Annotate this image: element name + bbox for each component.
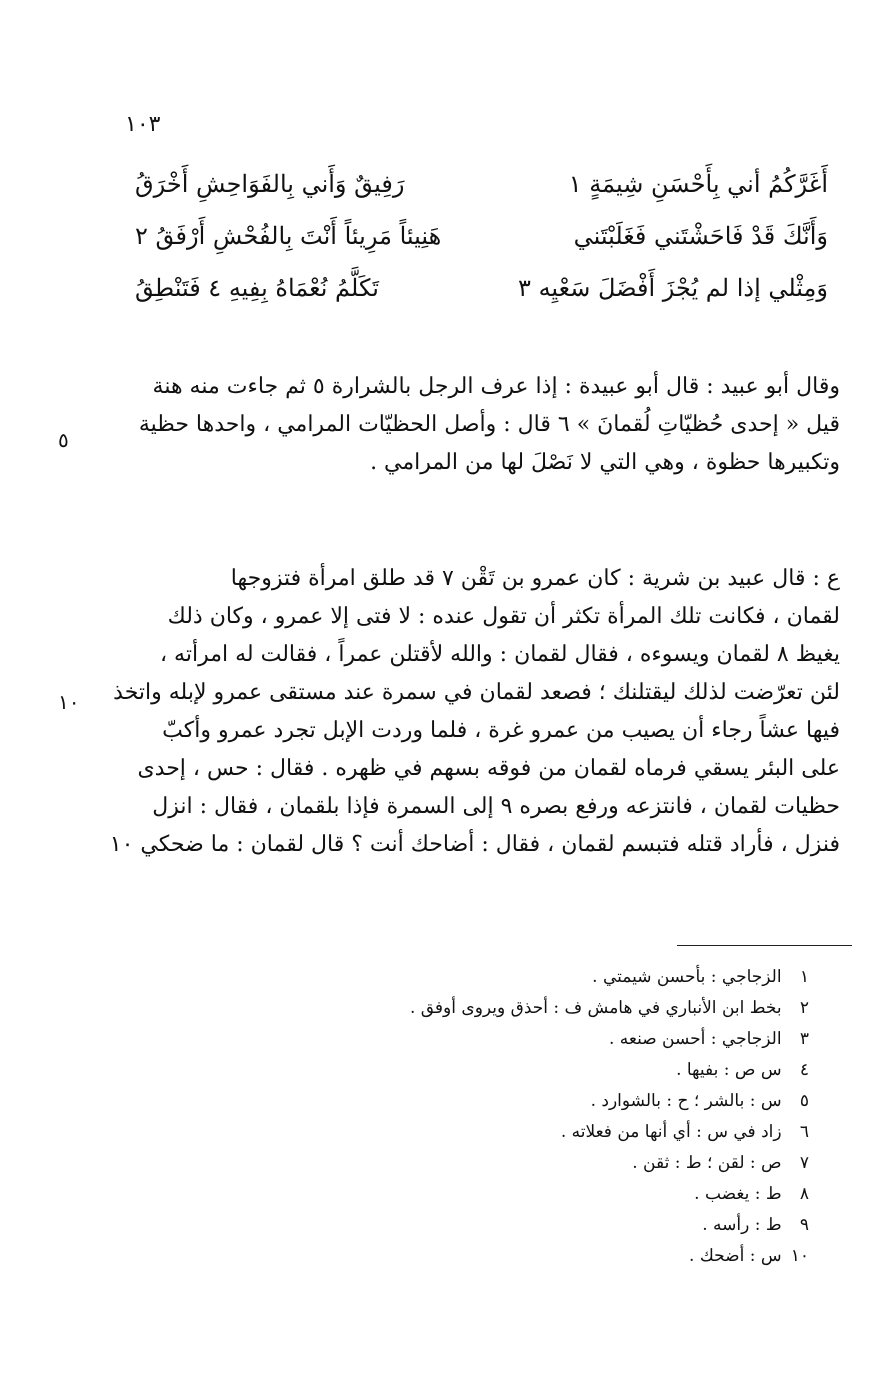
verse-second-hemistich: هَنِيئاً مَرِيئاً أَنْتَ بِالفُحْشِ أَرْفَقُ ٢ — [135, 222, 442, 250]
footnote-text: س : بالشر ؛ ح : بالشوارد . — [590, 1091, 782, 1111]
footnote-number: ١٠ — [790, 1246, 809, 1266]
text-line: لئن تعرّضت لذلك ليقتلنك ؛ فصعد لقمان في سمرة عند مستقى عمرو لإبله واتخذ — [113, 680, 840, 705]
footnote-text: الزجاجي : بأحسن شيمتي . — [592, 967, 782, 987]
margin-line-number: ٥ — [58, 428, 69, 452]
footnotes — [209, 962, 809, 1272]
footnote-divider — [677, 945, 852, 946]
footnote-number: ٩ — [799, 1215, 809, 1235]
footnote — [209, 1241, 809, 1272]
text-line: لقمان ، فكانت تلك المرأة تكثر أن تقول عنده : لا فتى إلا عمرو ، وكان ذلك — [167, 604, 840, 629]
text-line: على البئر يسقي فرماه لقمان من فوقه بسهم في ظهره . فقال : حس ، إحدى — [137, 756, 840, 781]
footnote-number: ٨ — [799, 1184, 809, 1204]
footnote-number: ٢ — [799, 998, 809, 1018]
margin-line-number: ١٠ — [58, 690, 80, 714]
footnote — [209, 1086, 809, 1117]
footnote-text: س : أضحك . — [689, 1246, 782, 1266]
verse-second-hemistich: رَفِيقٌ وَأَني بِالفَوَاحِشِ أَخْرَقُ — [135, 170, 405, 198]
text-line: حظيات لقمان ، فانتزعه ورفع بصره ٩ إلى السمرة فإذا بلقمان ، فقال : انزل — [152, 794, 840, 819]
text-line: فنزل ، فأراد قتله فتبسم لقمان ، فقال : أضاحك أنت ؟ قال لقمان : ما ضحكي ١٠ — [109, 832, 840, 857]
verse-first-hemistich: وَأَنَّكَ قَدْ فَاحَشْتَني فَغَلَبْتَني — [573, 222, 828, 250]
footnote-number: ٣ — [799, 1029, 809, 1049]
footnote — [209, 1117, 809, 1148]
footnote-text: ص : لقن ؛ ط : ثقن . — [632, 1153, 782, 1173]
verse-first-hemistich: وَمِثْلي إذا لم يُجْزَ أَفْضَلَ سَعْيِه ٣ — [518, 274, 828, 302]
poem-verse — [0, 222, 879, 258]
poem-verse — [0, 274, 879, 310]
verse-first-hemistich: أَغَرَّكُمُ أني بِأَحْسَنِ شِيمَةٍ ١ — [568, 170, 828, 198]
text-line: وتكبيرها حظوة ، وهي التي لا نَصْلَ لها من المرامي . — [370, 450, 840, 475]
text-line: ع : قال عبيد بن شرية : كان عمرو بن تَقْن ٧ قد طلق امرأة فتزوجها — [230, 566, 840, 591]
footnote — [209, 1179, 809, 1210]
verse-second-hemistich: تَكَلَّمُ نُعْمَاهُ بِفِيهِ ٤ فَتَنْطِقُ — [135, 274, 379, 302]
text-line: قيل « إحدى حُظيّاتِ لُقمانَ » ٦ قال : وأصل الحظيّات المرامي ، واحدها حظية — [138, 412, 840, 437]
footnote-number: ١ — [799, 967, 809, 987]
footnote — [209, 1055, 809, 1086]
text-line: وقال أبو عبيد : قال أبو عبيدة : إذا عرف الرجل بالشرارة ٥ ثم جاءت منه هنة — [152, 374, 840, 399]
footnote — [209, 993, 809, 1024]
poem-verse — [0, 170, 879, 206]
footnote-number: ٤ — [799, 1060, 809, 1080]
footnote — [209, 962, 809, 993]
footnote-text: س ص : بفيها . — [676, 1060, 782, 1080]
footnote-text: ط : رأسه . — [702, 1215, 782, 1235]
footnote-number: ٥ — [799, 1091, 809, 1111]
text-line: فيها عشاً رجاء أن يصيب من عمرو غرة ، فلما وردت الإبل تجرد عمرو وأكبّ — [162, 718, 840, 743]
footnote-text: بخط ابن الأنباري في هامش ف : أحذق ويروى أوفق . — [409, 998, 782, 1018]
page-number: ١٠٣ — [125, 112, 161, 137]
footnote — [209, 1024, 809, 1055]
paragraph-ubayd-ibn-sharya — [109, 560, 840, 864]
footnote — [209, 1148, 809, 1179]
footnote-number: ٦ — [799, 1122, 809, 1142]
footnote-text: زاد في س : أي أنها من فعلاته . — [560, 1122, 782, 1142]
text-line: يغيظ ٨ لقمان ويسوءه ، فقال لقمان : والله لأقتلن عمراً ، فقالت له امرأته ، — [159, 642, 840, 667]
footnote-text: الزجاجي : أحسن صنعه . — [608, 1029, 782, 1049]
footnote-text: ط : يغضب . — [694, 1184, 782, 1204]
footnote — [209, 1210, 809, 1241]
footnote-number: ٧ — [799, 1153, 809, 1173]
paragraph-abu-ubayd — [120, 368, 840, 482]
